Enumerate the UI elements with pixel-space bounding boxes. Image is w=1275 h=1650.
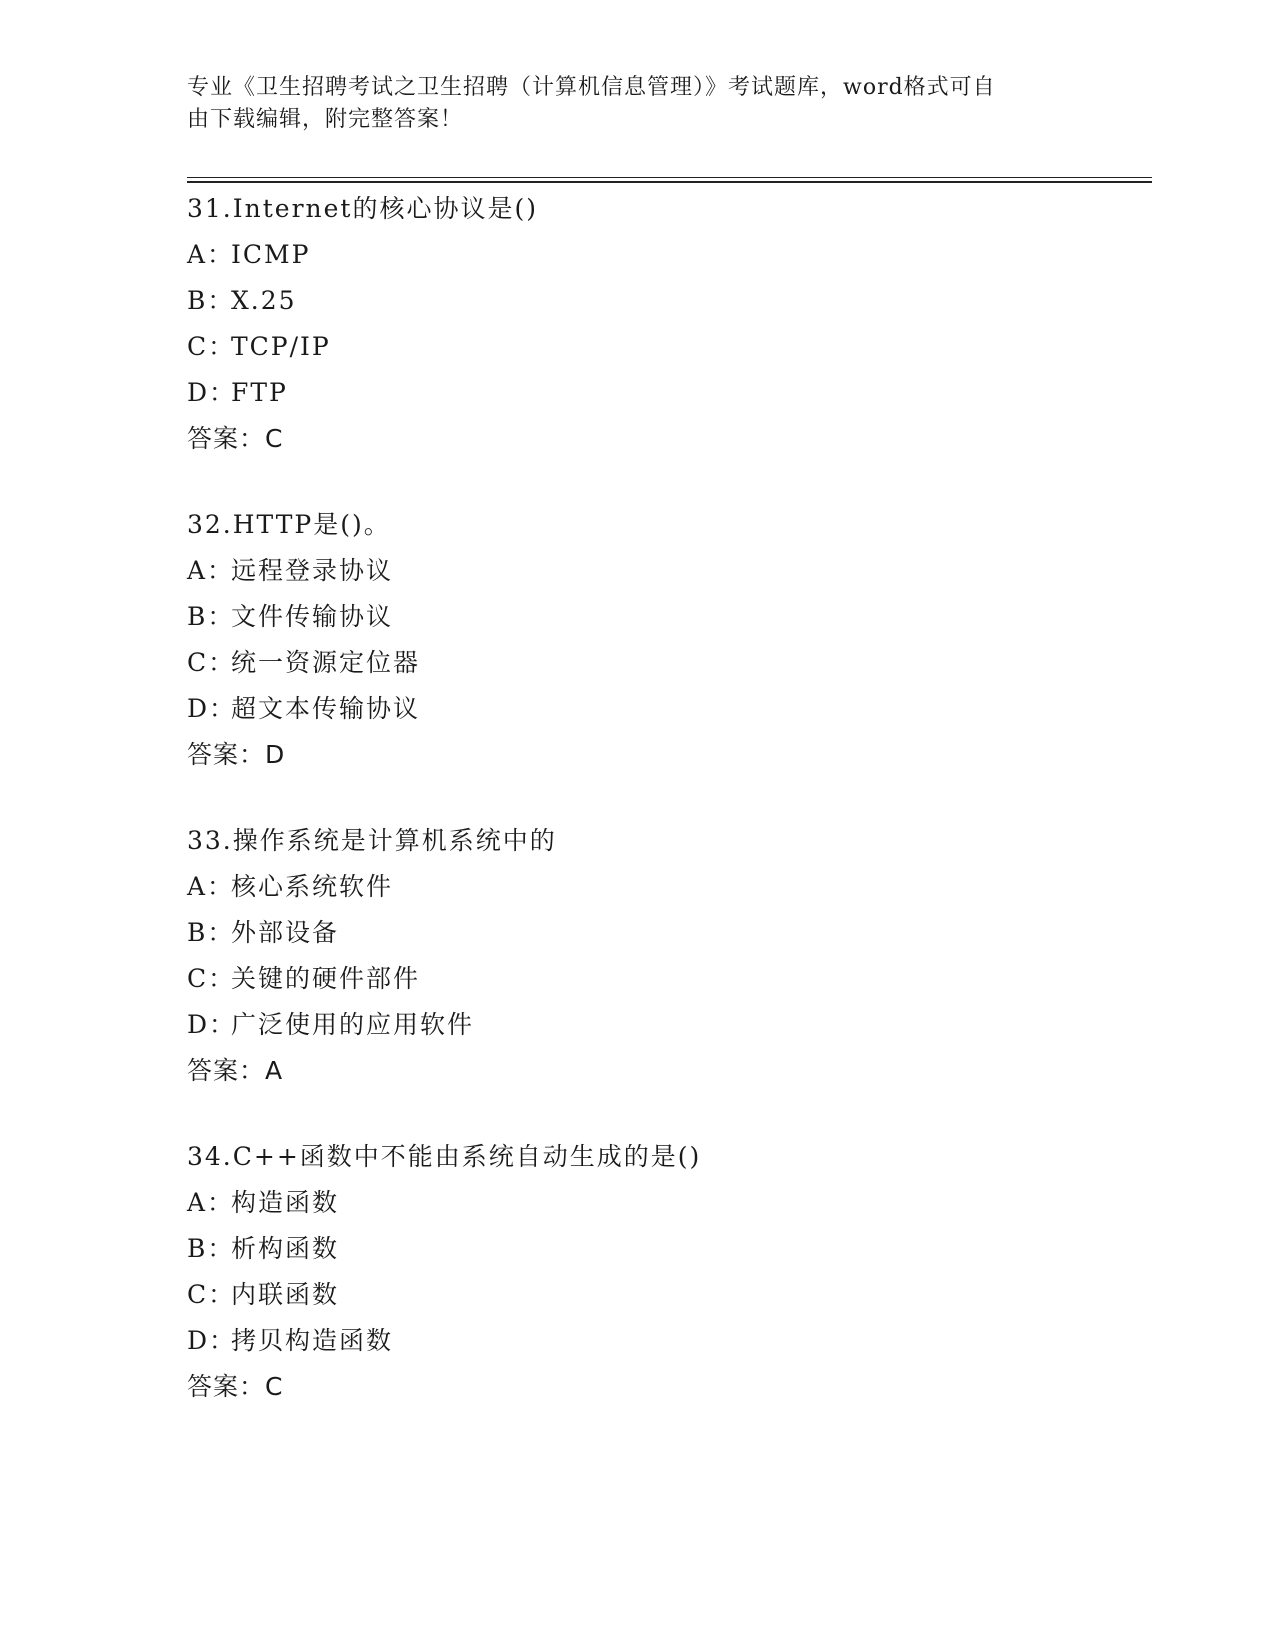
option-key: D： [187,1010,237,1039]
option-c [187,640,1147,686]
option-a [187,864,1147,910]
option-text: 超文本传输协议 [231,694,421,723]
option-b [187,594,1147,640]
option-key: A： [187,556,235,585]
option-key: D： [187,694,237,723]
header-divider-thin [187,177,1152,178]
option-c [187,956,1147,1002]
option-key: A： [187,872,235,901]
option-a [187,1180,1147,1226]
option-text: 文件传输协议 [231,602,394,631]
option-key: B： [187,918,235,947]
answer-line: 答案：A [187,1056,284,1085]
option-text: 内联函数 [231,1280,340,1309]
option-key: D： [187,378,237,407]
question-32 [187,502,1147,778]
option-a [187,232,1147,278]
option-key: B： [187,602,235,631]
option-text: 广泛使用的应用软件 [231,1010,475,1039]
option-d [187,686,1147,732]
option-d [187,1002,1147,1048]
question-stem: 33.操作系统是计算机系统中的 [187,826,557,855]
option-b [187,278,1147,324]
question-33 [187,818,1147,1094]
option-text: ICMP [231,240,311,269]
question-stem: 34.C++函数中不能由系统自动生成的是() [187,1142,702,1171]
option-b [187,1226,1147,1272]
option-a [187,548,1147,594]
option-key: C： [187,1280,236,1309]
option-text: 构造函数 [231,1188,340,1217]
option-text: 外部设备 [231,918,340,947]
option-key: A： [187,240,235,269]
option-text: X.25 [231,286,297,315]
option-key: C： [187,332,236,361]
option-key: C： [187,648,236,677]
question-stem: 31.Internet的核心协议是() [187,194,538,223]
option-text: 析构函数 [231,1234,340,1263]
question-31 [187,186,1147,462]
option-text: 远程登录协议 [231,556,394,585]
option-text: 拷贝构造函数 [231,1326,394,1355]
option-text: TCP/IP [231,332,331,361]
header-line-1: 专业《卫生招聘考试之卫生招聘（计算机信息管理）》考试题库，word格式可自 [187,75,996,100]
question-34 [187,1134,1147,1410]
answer-line: 答案：D [187,740,286,769]
option-d [187,370,1147,416]
option-key: B： [187,1234,235,1263]
header-line-2: 由下载编辑，附完整答案！ [187,107,464,132]
option-c [187,1272,1147,1318]
answer-line: 答案：C [187,424,284,453]
question-stem: 32.HTTP是()。 [187,510,391,539]
option-text: 关键的硬件部件 [231,964,421,993]
option-d [187,1318,1147,1364]
option-text: 核心系统软件 [231,872,394,901]
option-key: D： [187,1326,237,1355]
option-text: 统一资源定位器 [231,648,421,677]
option-key: A： [187,1188,235,1217]
option-b [187,910,1147,956]
header-divider-thick [187,181,1152,183]
option-key: C： [187,964,236,993]
option-c [187,324,1147,370]
document-header [187,72,1067,136]
option-text: FTP [231,378,288,407]
answer-line: 答案：C [187,1372,284,1401]
option-key: B： [187,286,235,315]
